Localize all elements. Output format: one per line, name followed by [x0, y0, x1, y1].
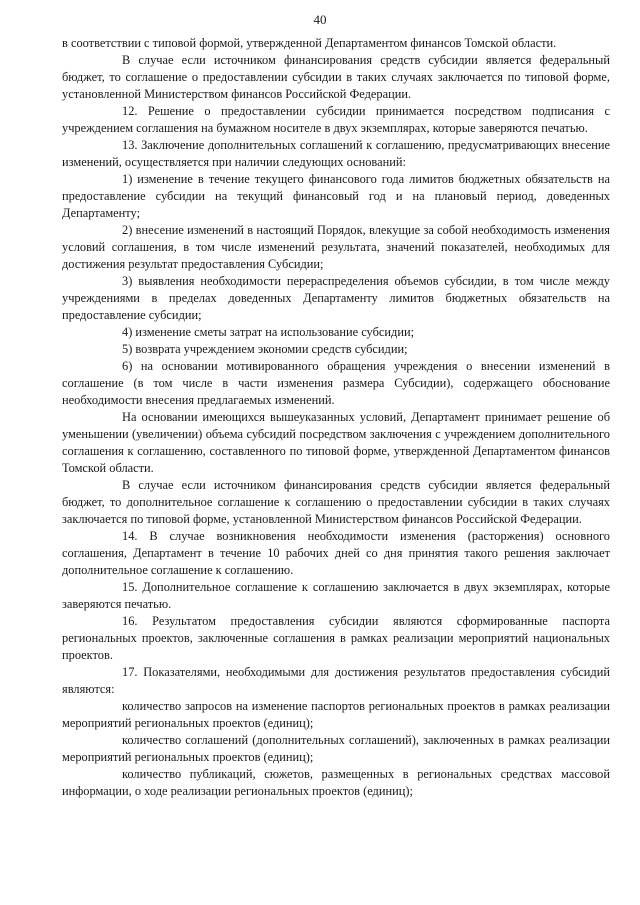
paragraph-indicator-requests: количество запросов на изменение паспортов региональных проектов в рамках реализации мероприятий региональных проектов (единиц);: [62, 699, 610, 730]
paragraph-item-12: 12. Решение о предоставлении субсидии принимается посредством подписания с учреждением соглашения на бумажном носителе в двух экземплярах, которые заверяются печатью.: [62, 104, 610, 135]
paragraph-subitem-2: 2) внесение изменений в настоящий Порядок, влекущие за собой необходимость изменения условий соглашения, в том числе изменений результата, значений показателей, необходимых для достижения результат предоставления Субсидии;: [62, 223, 610, 271]
paragraph-item-16: 16. Результатом предоставления субсидии являются сформированные паспорта региональных проектов, заключенные соглашения в рамках реализации мероприятий национальных проектов.: [62, 614, 610, 662]
document-body: [62, 35, 610, 800]
paragraph-item-15: 15. Дополнительное соглашение к соглашению заключается в двух экземплярах, которые заверяются печатью.: [62, 580, 610, 611]
paragraph-item-13: 13. Заключение дополнительных соглашений к соглашению, предусматривающих внесение изменений, осуществляется при наличии следующих оснований:: [62, 138, 610, 169]
paragraph-subitem-1: 1) изменение в течение текущего финансового года лимитов бюджетных обязательств на предоставление субсидии на текущий финансовый год и на плановый период, доведенных Департаменту;: [62, 172, 610, 220]
paragraph-subitem-4: 4) изменение сметы затрат на использование субсидии;: [122, 325, 415, 339]
paragraph-indicator-publications: количество публикаций, сюжетов, размещенных в региональных средствах массовой информации, о ходе реализации региональных проектов (единиц);: [62, 767, 610, 798]
paragraph-item-17: 17. Показателями, необходимыми для достижения результатов предоставления субсидий являются:: [62, 665, 610, 696]
paragraph-indicator-agreements: количество соглашений (дополнительных соглашений), заключенных в рамках реализации мероприятий региональных проектов (единиц);: [62, 733, 610, 764]
paragraph-continuation: в соответствии с типовой формой, утвержденной Департаментом финансов Томской области.: [62, 36, 557, 50]
paragraph-federal-budget-supplement: В случае если источником финансирования средств субсидии является федеральный бюджет, то дополнительное соглашение к соглашению о предоставлении субсидии в таких случаях заключается по типовой форме, установленной Министерством финансов Российской Федерации.: [62, 478, 610, 526]
paragraph-federal-budget-agreement: В случае если источником финансирования средств субсидии является федеральный бюджет, то соглашение о предоставлении субсидии в таких случаях заключается по типовой форме, установленной Министерством финансов Российской Федерации.: [62, 53, 610, 101]
paragraph-subitem-5: 5) возврата учреждением экономии средств субсидии;: [122, 342, 408, 356]
paragraph-subitem-3: 3) выявления необходимости перераспределения объемов субсидии, в том числе между учреждениями в пределах доведенных Департаменту лимитов бюджетных обязательств на предоставление субсидии;: [62, 274, 610, 322]
paragraph-item-14: 14. В случае возникновения необходимости изменения (расторжения) основного соглашения, Департамент в течение 10 рабочих дней со дня принятия такого решения заключает дополнительное соглашение к соглашению.: [62, 529, 610, 577]
paragraph-decision-basis: На основании имеющихся вышеуказанных условий, Департамент принимает решение об уменьшении (увеличении) объема субсидий посредством заключения с учреждением дополнительного соглашения к соглашению, составленного по типовой форме, утвержденной Департаментом финансов Томской области.: [62, 410, 610, 475]
paragraph-subitem-6: 6) на основании мотивированного обращения учреждения о внесении изменений в соглашение (в том числе в части изменения размера Субсидии), содержащего обоснование необходимости внесения предлагаемых изменений.: [62, 359, 610, 407]
page-number: 40: [313, 12, 327, 27]
